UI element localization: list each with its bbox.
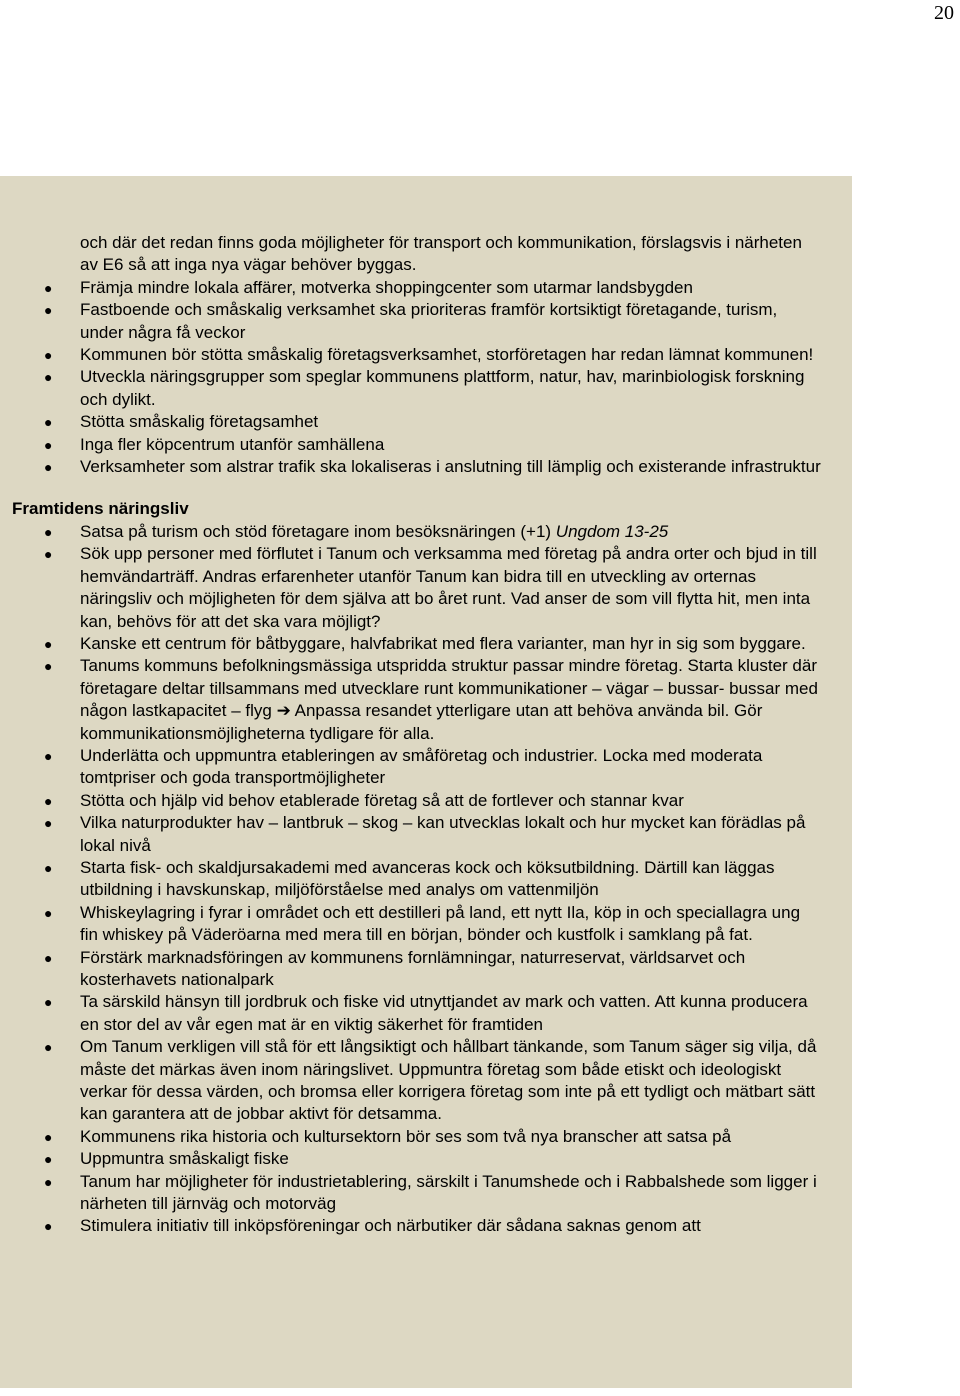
bullet-icon: ● <box>44 546 53 563</box>
bullet-icon: ● <box>44 792 53 809</box>
list-item: ● Stötta och hjälp vid behov etablerade företag så att de fortlever och stannar kvar <box>0 790 852 812</box>
bullet-icon: ● <box>44 1128 53 1145</box>
bullet-icon: ● <box>44 436 53 453</box>
section-list <box>0 521 852 1238</box>
bullet-icon: ● <box>44 1173 53 1190</box>
list-item: ● Ta särskild hänsyn till jordbruk och fiske vid utnyttjandet av mark och vatten. Att kunna producera en stor del av vår egen mat är en viktig säkerhet för framtiden <box>44 992 808 1034</box>
bullet-icon: ● <box>44 414 53 431</box>
bullet-icon: ● <box>44 635 53 652</box>
bullet-icon: ● <box>44 747 53 764</box>
list-item: ● Inga fler köpcentrum utanför samhällena <box>0 434 852 456</box>
list-item: ● Kommunen bör stötta småskalig företagsverksamhet, storföretagen har redan lämnat kommunen! <box>0 344 852 366</box>
bullet-icon: ● <box>44 459 53 476</box>
list-item: ● Kanske ett centrum för båtbyggare, halvfabrikat med flera varianter, man hyr in sig som byggare. <box>0 633 852 655</box>
list-item: ● Tanum har möjligheter för industrietablering, särskilt i Tanumshede och i Rabbalshede som ligger i närheten till järnväg och motorväg <box>44 1171 817 1214</box>
bullet-icon: ● <box>44 658 53 675</box>
list-item: ● Tanums kommuns befolkningsmässiga utspridda struktur passar mindre företag. Starta kluster där företagare deltar tillsammans med utvecklare runt kommunikationer – vägar – bussar- bussar med någon lastkapacitet – flyg ➔ Anpassa resandet ytterligare utan att behöva använda bil. Gör kommunikationsmöjligheterna tydligare för alla. <box>44 656 818 743</box>
bullet-icon: ● <box>44 1039 53 1056</box>
list-item: ● Stimulera initiativ till inköpsföreningar och närbutiker där sådana saknas genom att <box>0 1215 852 1237</box>
list-item: ● Sök upp personer med förflutet i Tanum och verksamma med företag på andra orter och bjud in till hemvändarträff. Andras erfarenheter utanför Tanum kan bidra till en utveckling av orternas näringsliv och möjligheten för dem själva att bo året runt. Vad anser de som vill flytta hit, men inta kan, behövs för att det ska vara möjligt? <box>44 544 817 631</box>
page-number: 20 <box>934 2 954 24</box>
bullet-icon: ● <box>44 815 53 832</box>
bullet-icon: ● <box>44 994 53 1011</box>
bullet-icon: ● <box>44 369 53 386</box>
list-item: ● Verksamheter som alstrar trafik ska lokaliseras i anslutning till lämplig och existerande infrastruktur <box>0 456 852 478</box>
intro-continuation: och där det redan finns goda möjligheter för transport och kommunikation, förslagsvis i närheten av E6 så att inga nya vägar behöver byggas. <box>80 233 802 275</box>
list-item: ● Uppmuntra småskaligt fiske <box>0 1148 852 1170</box>
bullet-icon: ● <box>44 904 53 921</box>
list-item: ● Starta fisk- och skaldjursakademi med avanceras kock och köksutbildning. Därtill kan läggas utbildning i havskunskap, miljöförståelse med analys om vattenmiljön <box>44 857 775 900</box>
text-block <box>0 232 852 1238</box>
list-item: ● Förstärk marknadsföringen av kommunens fornlämningar, naturreservat, världsarvet och kosterhavets nationalpark <box>44 947 746 989</box>
bullet-icon: ● <box>44 523 53 540</box>
list-item: ● Kommunens rika historia och kultursektorn bör ses som två nya branscher att satsa på <box>0 1126 852 1148</box>
list-item: ● Fastboende och småskalig verksamhet ska prioriteras framför kortsiktigt företagande, turism, under några få veckor <box>44 300 778 342</box>
bullet-icon: ● <box>44 1151 53 1168</box>
list-item: ● Främja mindre lokala affärer, motverka shoppingcenter som utarmar landsbygden <box>0 277 852 299</box>
section-heading: Framtidens näringsliv <box>12 499 189 519</box>
list-item: ● Om Tanum verkligen vill stå för ett långsiktigt och hållbart tänkande, som Tanum säger sig vilja, då måste det märkas även inom näringslivet. Uppmuntra företag som både etiskt och ideologiskt verkar för dessa värden, och bromsa eller korrigera företag som inte på ett tydligt och mätbart sätt kan garantera att de jobbar aktivt för detsamma. <box>44 1037 817 1124</box>
bullet-icon: ● <box>44 347 53 364</box>
bullet-icon: ● <box>44 859 53 876</box>
italic-note: Ungdom 13-25 <box>555 521 669 541</box>
intro-list <box>0 277 852 479</box>
bullet-icon: ● <box>44 302 53 319</box>
list-item: ● Whiskeylagring i fyrar i området och ett destilleri på land, ett nytt Ila, köp in och speciallagra ung fin whiskey på Väderöarna med mera till en början, bönder och kustfolk i samklang på fat. <box>44 902 801 945</box>
list-item: ● Underlätta och uppmuntra etableringen av småföretag och industrier. Locka med moderata tomtpriser och goda transportmöjligheter <box>44 745 763 788</box>
bullet-icon: ● <box>44 949 53 966</box>
bullet-icon: ● <box>44 279 53 296</box>
list-item: ● Vilka naturprodukter hav – lantbruk – skog – kan utvecklas lokalt och hur mycket kan förädlas på lokal nivå <box>44 813 806 855</box>
list-item: ● Utveckla näringsgrupper som speglar kommunens plattform, natur, hav, marinbiologisk forskning och dylikt. <box>44 367 805 409</box>
bullet-icon: ● <box>44 1218 53 1235</box>
list-item: ● Satsa på turism och stöd företagare inom besöksnäringen (+1) Ungdom 13-25 <box>0 521 852 543</box>
list-item: ● Stötta småskalig företagsamhet <box>0 411 852 433</box>
